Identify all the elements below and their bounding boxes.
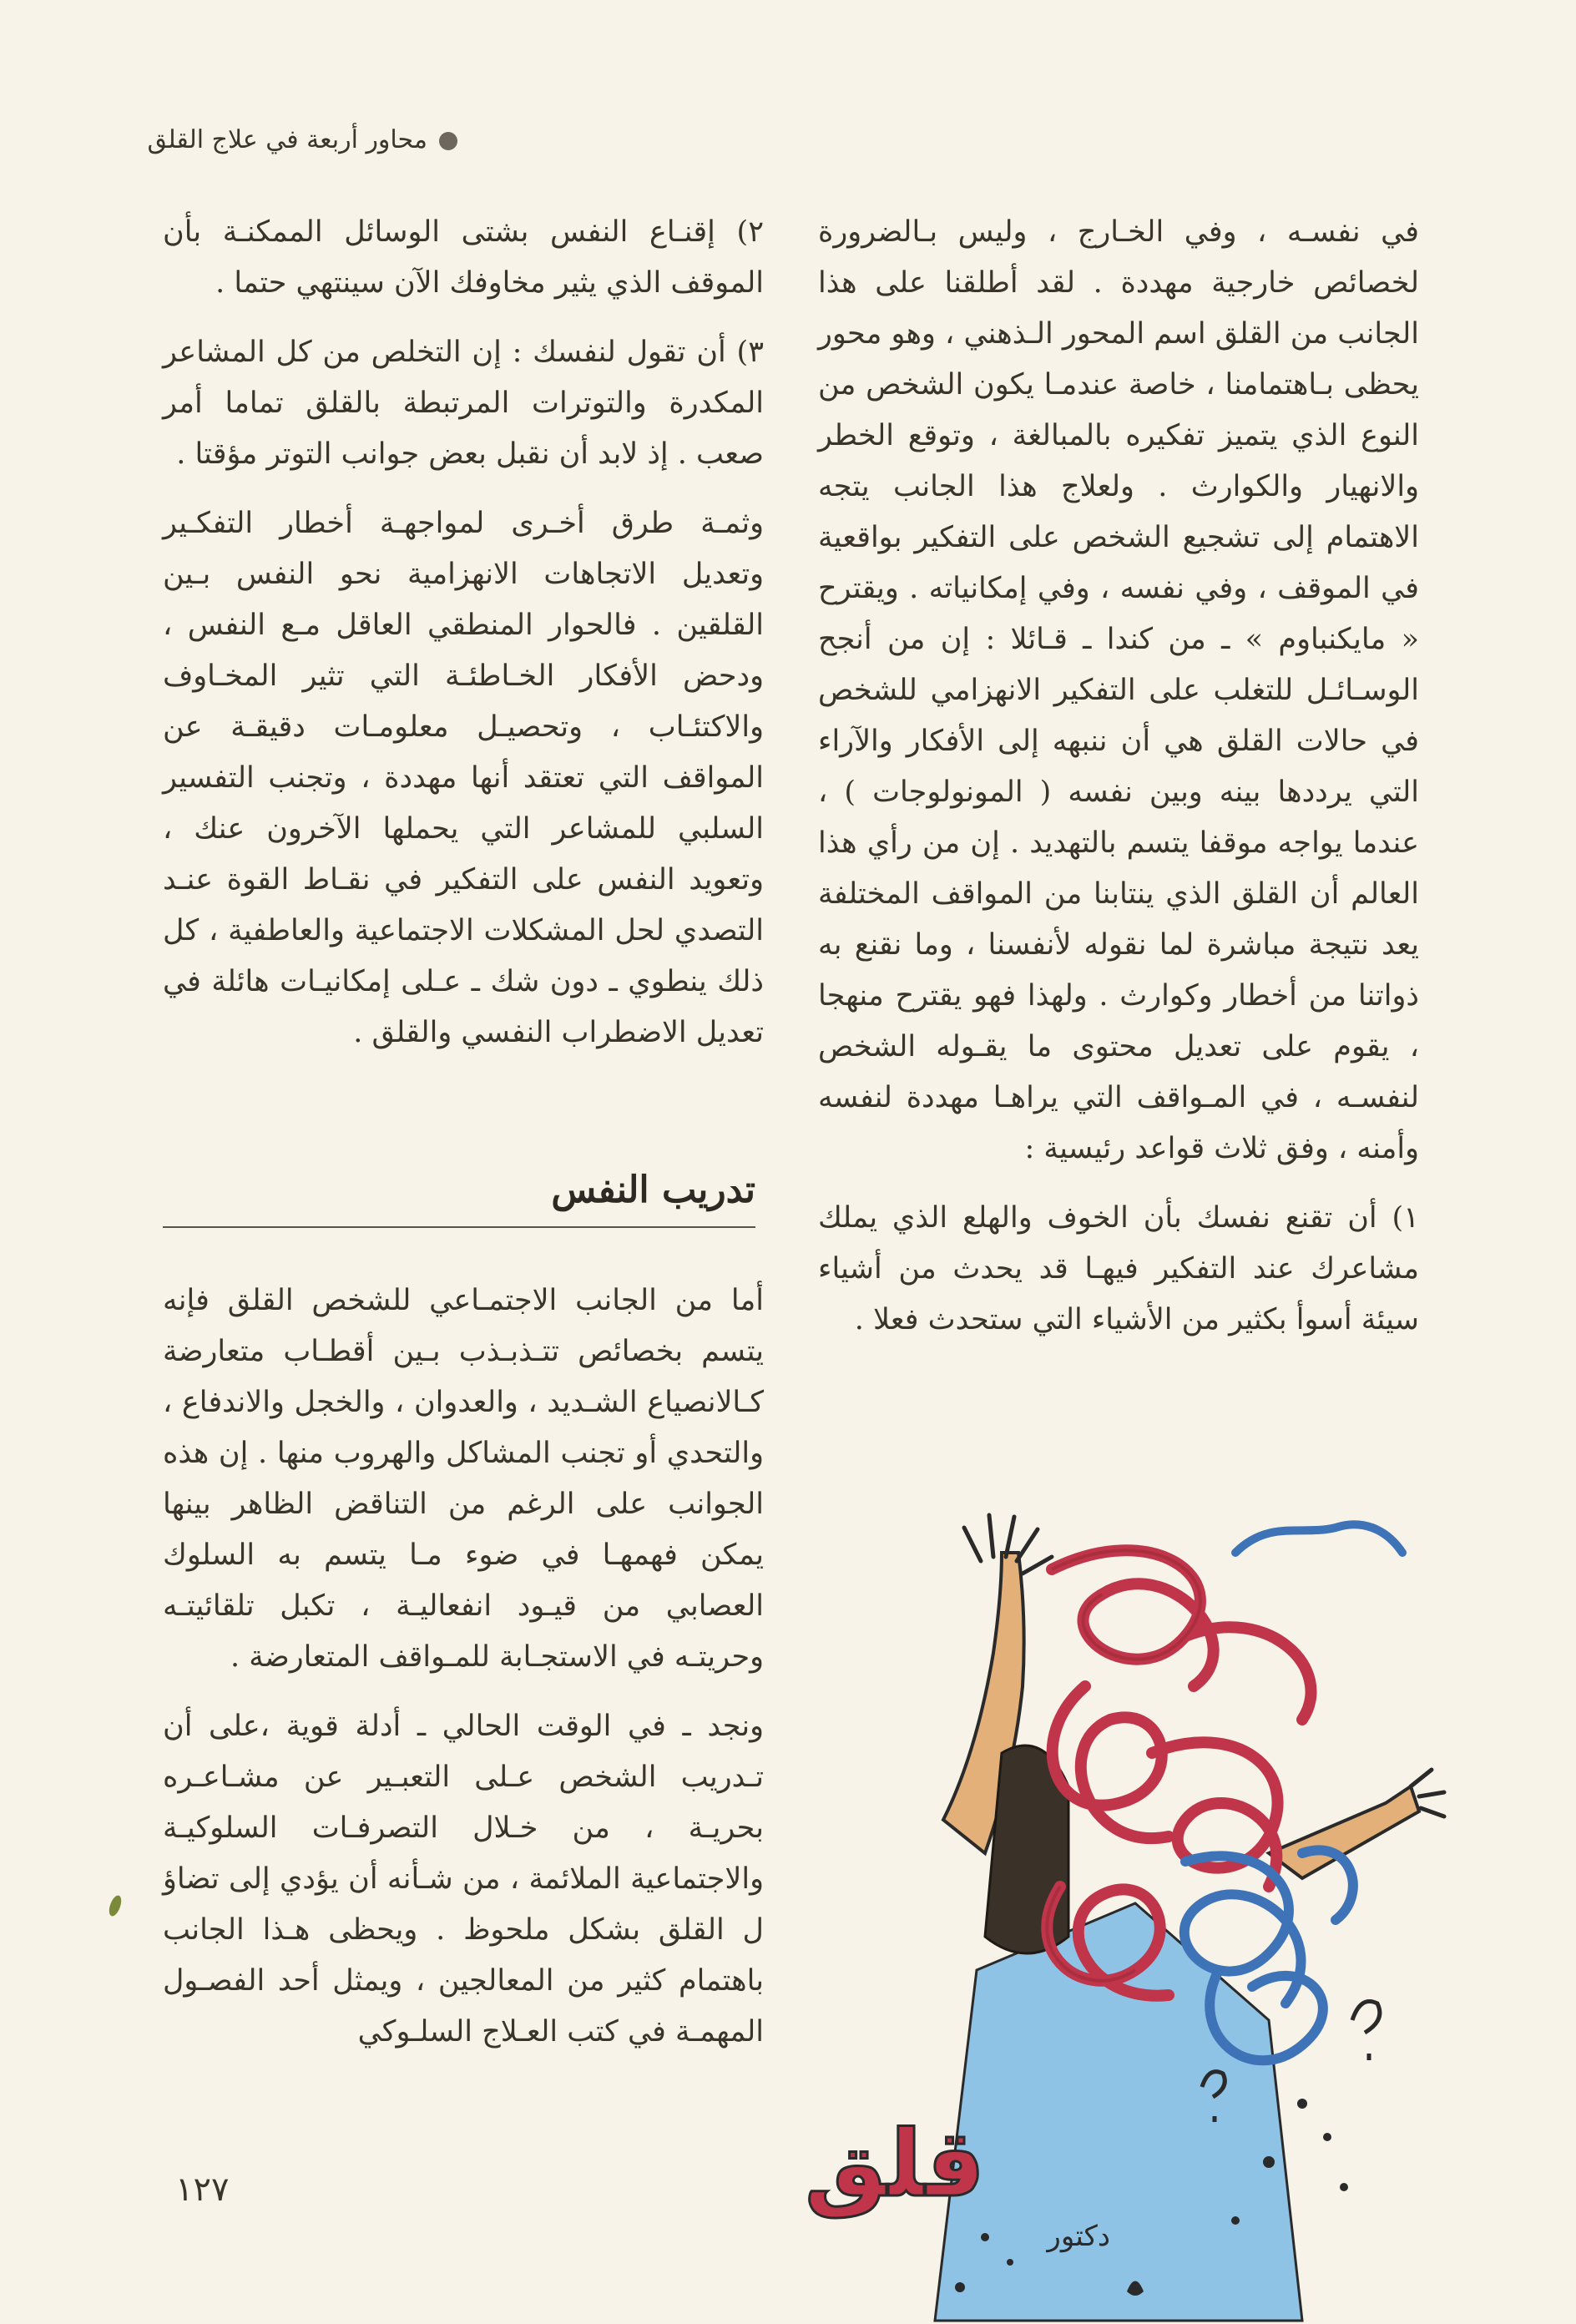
right-column [818, 207, 1419, 1364]
artist-signature: دكتور [1047, 2220, 1110, 2253]
question-mark-icon [1352, 2002, 1380, 2061]
bullet-dot-icon [439, 132, 457, 150]
anxiety-illustration [804, 1503, 1436, 2304]
page-number: ١٢٧ [175, 2170, 230, 2209]
tangled-figure-drawing [804, 1503, 1436, 2304]
ink-mark [107, 1894, 124, 1918]
left-column-top [163, 207, 764, 1077]
running-title: محاور أربعة في علاج القلق [147, 125, 427, 154]
section-heading: تدريب النفس [163, 1169, 755, 1228]
caption-word: قلق [804, 2110, 985, 2217]
paragraph: ٣) أن تقول لنفسك : إن التخلص من كل المشاعر المكدرة والتوترات المرتبطة بالقلق تماما أمر صعب . إذ لابد أن نقبل بعض جوانب التوتر مؤقتا . [163, 336, 764, 471]
paragraph: ٢) إقنـاع النفس بشتى الوسائل الممكنـة بأن الموقف الذي يثير مخاوفك الآن سينتهي حتما . [163, 215, 764, 300]
snake-line [1235, 1524, 1402, 1553]
running-header [124, 125, 457, 154]
paragraph: وثمـة طرق أخـرى لمواجهـة أخطار التفكـير وتعديل الاتجاهات الانهزامية نحو النفس بـين القلقين . فالحوار المنطقي العاقل مـع النفس ، ودحض الأفكار الخـاطئـة التي تثير المخـاوف والاكتئـاب ، وتحصيـل معلومـات دقيقـة عن المواقف التي تعتقد أنها مهددة ، وتجنب التفسير السلبي للمشاعر التي يحملها الآخرون عنك ، وتعويد النفس على التفكير في نقـاط القوة عنـد التصدي لحل المشكلات الاجتماعية والعاطفية ، كل ذلك ينطوي ـ دون شك ـ عـلى إمكانيـات هائلة في تعديل الاضطراب النفسي والقلق . [163, 507, 764, 1049]
paragraph: أما من الجانب الاجتمـاعي للشخص القلق فإنه يتسم بخصائص تتـذبـذب بـين أقطـاب متعارضة كـالانصياع الشـديد ، والعدوان ، والخجل والاندفاع ، والتحدي أو تجنب المشاكل والهروب منها . إن هذه الجوانب على الرغم من التناقض الظاهر بينها يمكن فهمهـا في ضوء مـا يتسم به السلوك العصابي من قيـود انفعاليـة ، تكبل تلقائيتـه وحريتـه في الاستجـابة للمـواقف المتعارضة . [163, 1284, 764, 1674]
paragraph: ونجد ـ في الوقت الحالي ـ أدلة قوية ،على أن تـدريب الشخص عـلى التعبـير عن مشـاعـره بحريـة ، من خـلال التصرفـات السلوكيـة والاجتماعية الملائمة ، من شـأنه أن يؤدي إلى تضاؤ ل القلق بشكل ملحوظ . ويحظى هـذا الجانب باهتمام كثير من المعالجين ، ويمثل أحد الفصـول المهمـة في كتب العـلاج السلـوكي [163, 1710, 764, 2049]
paragraph: في نفسـه ، وفي الخـارج ، وليس بـالضرورة لخصائص خارجية مهددة . لقد أطلقنا على هذا الجانب من القلق اسم المحور الـذهني ، وهو محور يحظى بـاهتمامنا ، خاصة عندمـا يكون الشخص من النوع الذي يتميز تفكيره بالمبالغة ، وتوقع الخطر والانهيار والكوارث . ولعلاج هذا الجانب يتجه الاهتمام إلى تشجيع الشخص على التفكير بواقعية في الموقف ، وفي نفسه ، وفي إمكانياته . ويقترح « مايكنباوم » ـ من كندا ـ قـائلا : إن من أنجح الوسـائـل للتغلب على التفكير الانهزامي للشخص في حالات القلق هي أن ننبهه إلى الأفكار والآراء التي يرددها بينه وبين نفسه ( المونولوجات ) ، عندما يواجه موقفا يتسم بالتهديد . إن من رأي هذا العالم أن القلق الذي ينتابنا من المواقف المختلفة يعد نتيجة مباشرة لما نقوله لأنفسنا ، وما نقنع به ذواتنا من أخطار وكوارث . ولهذا فهو يقترح منهجا ، يقوم على تعديل محتوى ما يقـوله الشخص لنفسـه ، في المـواقف التي يراهـا مهددة لنفسه وأمنه ، وفق ثلاث قواعد رئيسية : [818, 215, 1419, 1165]
left-column-bottom [163, 1276, 764, 2076]
paragraph: ١) أن تقنع نفسك بأن الخوف والهلع الذي يملك مشاعرك عند التفكير فيهـا قد يحدث من أشياء سيئة أسوأ بكثير من الأشياء التي ستحدث فعلا . [818, 1201, 1419, 1336]
